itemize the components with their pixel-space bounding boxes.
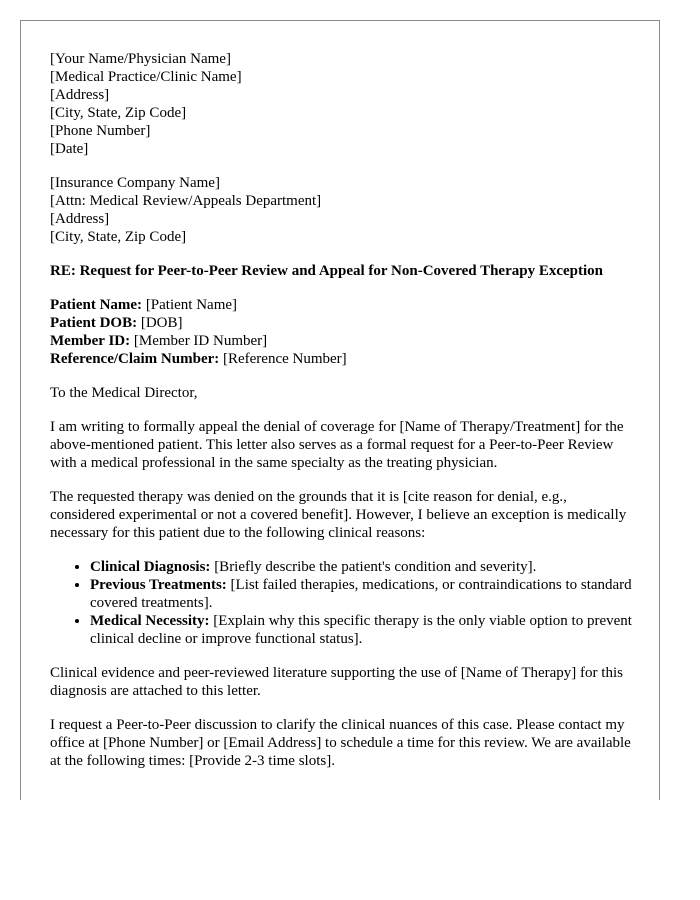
member-id-value: [Member ID Number]	[130, 333, 268, 349]
sender-city: [City, State, Zip Code]	[50, 105, 187, 121]
patient-name-label: Patient Name:	[50, 297, 143, 313]
recipient-attn: [Attn: Medical Review/Appeals Department]	[50, 193, 322, 209]
member-id-row	[50, 332, 635, 350]
reference-number-value: [Reference Number]	[219, 351, 347, 367]
patient-name-row	[50, 296, 635, 314]
paragraph-peer-request: I request a Peer-to-Peer discussion to clarify the clinical nuances of this case. Please contact my office at [Phone Number] or [Email Address] to schedule a time for this review. We are available at the following times: [Provide 2-3 time slots].	[50, 717, 631, 769]
patient-info-block	[50, 296, 635, 368]
reason-label: Clinical Diagnosis:	[90, 559, 211, 575]
reason-text: [List failed therapies, medications, or contraindications to standard covered treatments].	[90, 577, 632, 611]
recipient-city: [City, State, Zip Code]	[50, 229, 187, 245]
sender-practice: [Medical Practice/Clinic Name]	[50, 69, 242, 85]
letter-body	[50, 50, 635, 786]
patient-dob-label: Patient DOB:	[50, 315, 138, 331]
reference-number-row	[50, 350, 635, 368]
reason-text: [Explain why this specific therapy is the only viable option to prevent clinical decline or improve functional status].	[90, 613, 632, 647]
clinical-reasons-list	[50, 558, 635, 648]
patient-name-value: [Patient Name]	[142, 297, 238, 313]
recipient-address: [Address]	[50, 211, 110, 227]
patient-dob-row	[50, 314, 635, 332]
member-id-label: Member ID:	[50, 333, 131, 349]
recipient-block	[50, 174, 635, 246]
sender-phone: [Phone Number]	[50, 123, 151, 139]
salutation: To the Medical Director,	[50, 385, 198, 401]
paragraph-evidence: Clinical evidence and peer-reviewed literature supporting the use of [Name of Therapy] for this diagnosis are attached to this letter.	[50, 665, 623, 699]
reason-label: Medical Necessity:	[90, 613, 210, 629]
patient-dob-value: [DOB]	[137, 315, 183, 331]
list-item	[90, 576, 635, 612]
subject-line: RE: Request for Peer-to-Peer Review and Appeal for Non-Covered Therapy Exception	[50, 263, 603, 279]
reference-number-label: Reference/Claim Number:	[50, 351, 220, 367]
sender-date: [Date]	[50, 141, 89, 157]
list-item	[90, 558, 635, 576]
sender-name: [Your Name/Physician Name]	[50, 51, 231, 67]
reason-text: [Briefly describe the patient's condition and severity].	[210, 559, 537, 575]
reason-label: Previous Treatments:	[90, 577, 227, 593]
paragraph-appeal: I am writing to formally appeal the denial of coverage for [Name of Therapy/Treatment] for the above-mentioned patient. This letter also serves as a formal request for a Peer-to-Peer Review with a medical professional in the same specialty as the treating physician.	[50, 419, 624, 471]
paragraph-denial-reason: The requested therapy was denied on the grounds that it is [cite reason for denial, e.g., considered experimental or not a covered benefit]. However, I believe an exception is medically necessary for this patient due to the following clinical reasons:	[50, 489, 627, 541]
letter-page	[20, 20, 660, 800]
list-item	[90, 612, 635, 648]
sender-address: [Address]	[50, 87, 110, 103]
recipient-company: [Insurance Company Name]	[50, 175, 220, 191]
sender-block	[50, 50, 635, 158]
